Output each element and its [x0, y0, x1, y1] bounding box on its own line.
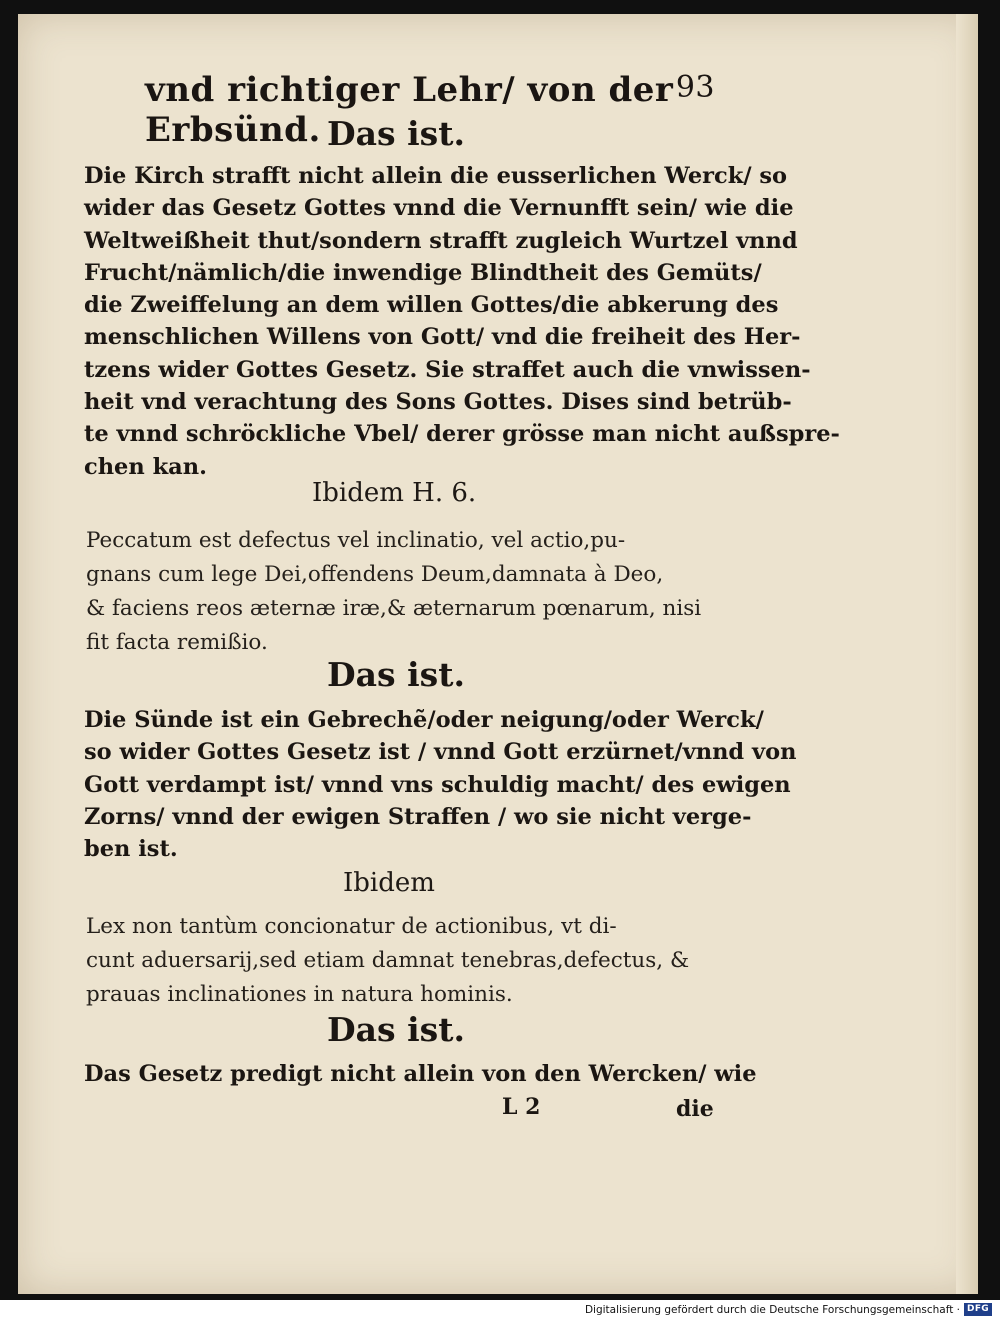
text-line: Das Gesetz predigt nicht allein von den Wercken/ wie	[84, 1061, 757, 1087]
paragraph-german-1	[84, 160, 840, 483]
text-line: cunt aduersarij,sed etiam damnat tenebras,defectus, &	[86, 948, 690, 973]
text-line: Zorns/ vnnd der ewigen Straffen / wo sie nicht verge-	[84, 803, 752, 830]
running-head-title: vnd richtiger Lehr/ von der Erbsünd.	[145, 70, 674, 150]
paragraph-latin-1	[86, 524, 718, 660]
text-line: Frucht/nämlich/die inwendige Blindtheit des Gemüts/	[84, 259, 762, 286]
section-heading-1: Das ist.	[327, 114, 465, 153]
text-line: menschlichen Willens von Gott/ vnd die freiheit des Her-	[84, 324, 801, 351]
text-line: tzens wider Gottes Gesetz. Sie straffet auch die vnwissen-	[84, 356, 811, 383]
text-line: wider das Gesetz Gottes vnnd die Vernunfft sein/ wie die	[84, 195, 794, 222]
text-line: gnans cum lege Dei,offendens Deum,damnata à Deo,	[86, 562, 664, 587]
funding-credit: Digitalisierung gefördert durch die Deutsche Forschungsgemeinschaft ·	[584, 1304, 960, 1316]
text-line: die Zweiffelung an dem willen Gottes/die abkerung des	[84, 292, 779, 319]
text-line: so wider Gottes Gesetz ist / vnnd Gott erzürnet/vnnd von	[84, 739, 797, 766]
text-line: Die Kirch strafft nicht allein die eusserlichen Werck/ so	[84, 163, 788, 189]
section-heading-3: Das ist.	[327, 1010, 465, 1049]
text-line: prauas inclinationes in natura hominis.	[86, 982, 513, 1007]
catchword: die	[676, 1096, 714, 1122]
paragraph-german-3	[84, 1058, 757, 1090]
text-line: Lex non tantùm concionatur de actionibus, vt di-	[86, 914, 617, 939]
paragraph-german-2	[84, 704, 797, 865]
section-heading-2: Das ist.	[327, 655, 465, 694]
text-line: ben ist.	[84, 836, 178, 863]
text-line: chen kan.	[84, 453, 207, 480]
text-line: te vnnd schröckliche Vbel/ derer grösse man nicht außspre-	[84, 421, 840, 448]
signature-mark: L 2	[502, 1094, 541, 1120]
text-line: Peccatum est defectus vel inclinatio, vel actio,pu-	[86, 528, 626, 553]
text-line: & faciens reos æternæ iræ,& æternarum pœnarum, nisi	[86, 596, 702, 621]
dfg-logo: DFG	[964, 1303, 992, 1316]
text-line: Gott verdampt ist/ vnnd vns schuldig macht/ des ewigen	[84, 771, 791, 798]
text-line: heit vnd verachtung des Sons Gottes. Dises sind betrüb-	[84, 389, 792, 416]
page-number: 93	[675, 70, 715, 105]
text-line: Weltweißheit thut/sondern strafft zugleich Wurtzel vnnd	[84, 227, 798, 254]
latin-heading-2: Ibidem	[343, 868, 435, 898]
text-line: fit facta remißio.	[86, 630, 268, 655]
latin-heading-1: Ibidem H. 6.	[312, 478, 477, 508]
paragraph-latin-2	[86, 910, 718, 1012]
page-edge	[956, 14, 978, 1294]
text-line: Die Sünde ist ein Gebrechẽ/oder neigung/oder Werck/	[84, 707, 764, 733]
